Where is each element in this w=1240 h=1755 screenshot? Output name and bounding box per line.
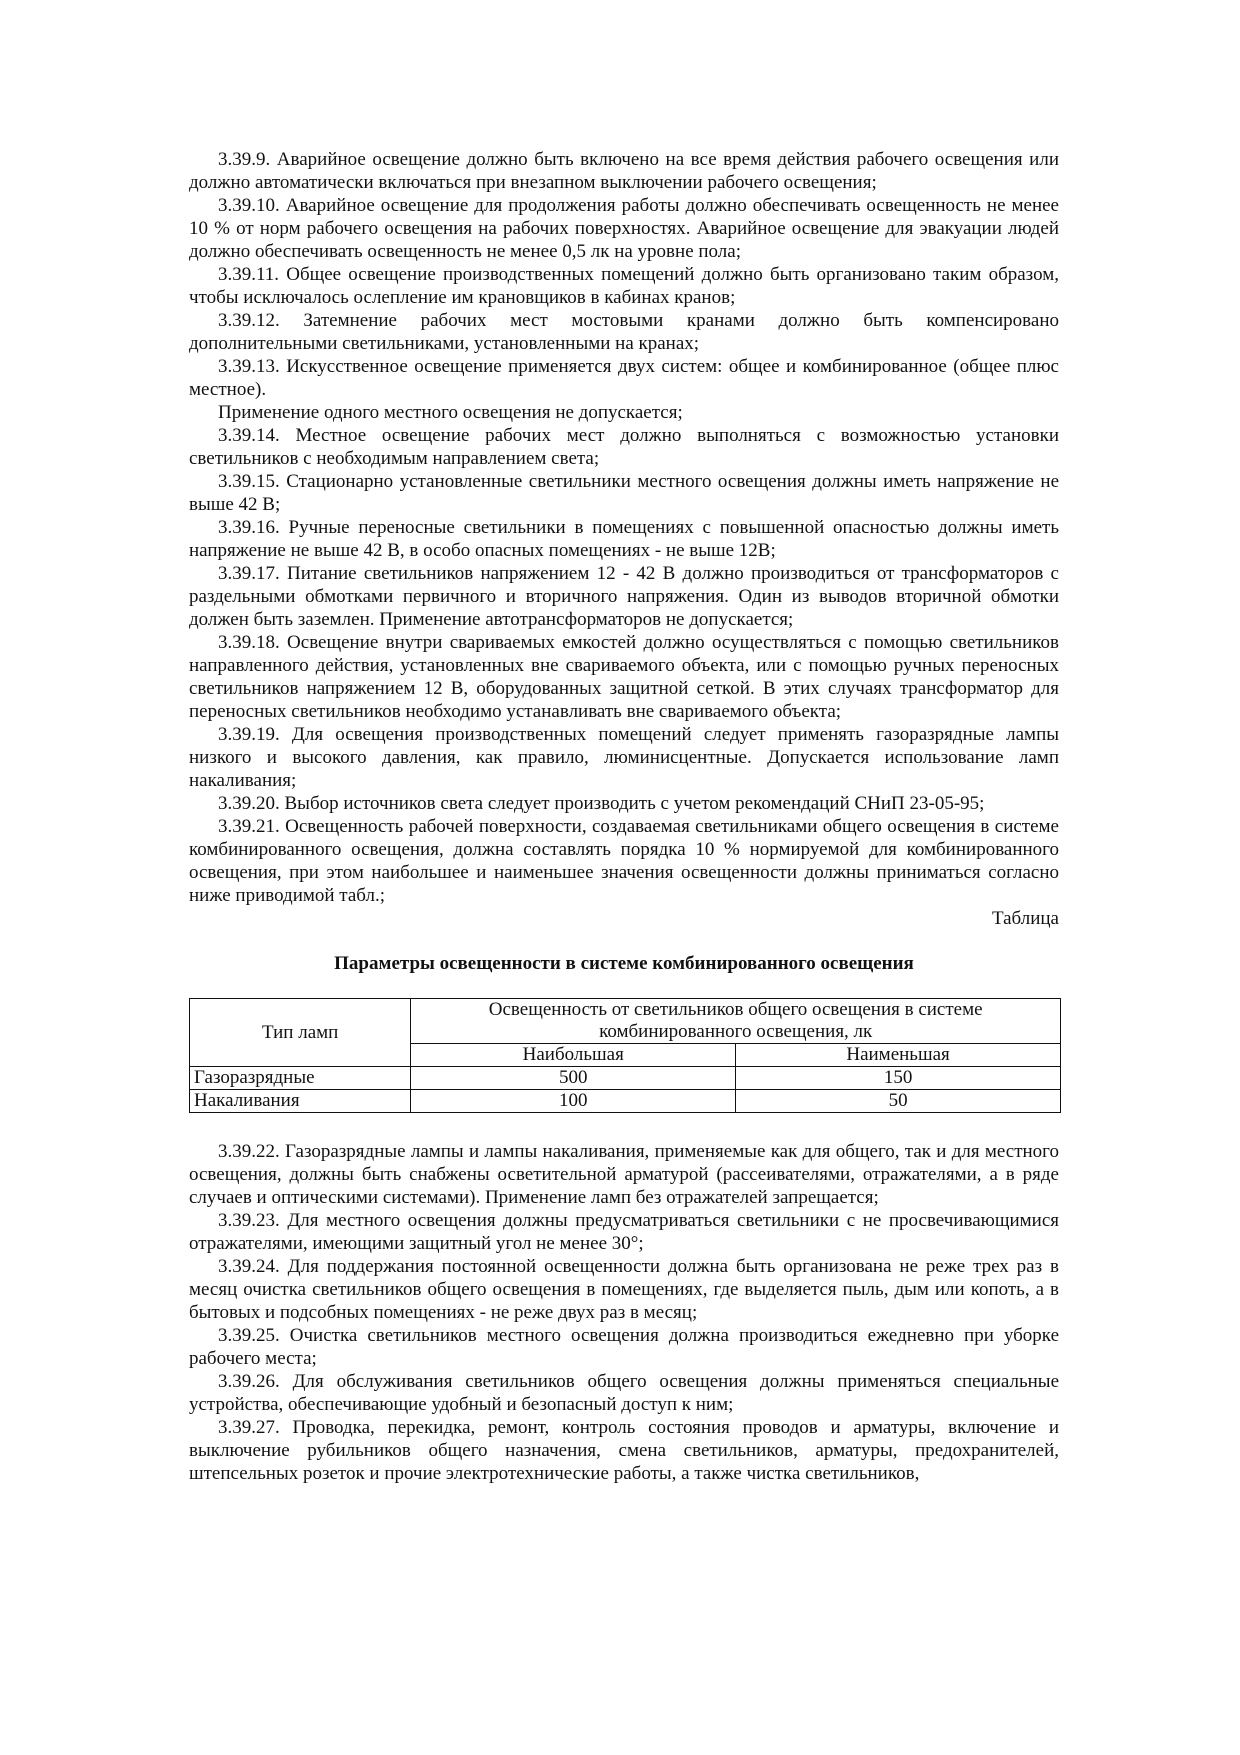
row-max-value: 500	[411, 1067, 736, 1090]
header-min: Наименьшая	[736, 1044, 1061, 1067]
header-illumination-group: Освещенность от светильников общего освещения в системе комбинированного освещения, лк	[411, 999, 1061, 1044]
table-header-row	[190, 999, 1061, 1044]
paragraph-3-39-17: 3.39.17. Питание светильников напряжением 12 - 42 В должно производиться от трансформаторов с раздельными обмотками первичного и вторичного напряжения. Один из выводов вторичной обмотки должен быть заземлен. Применение автотрансформаторов не допускается;	[189, 563, 1059, 630]
paragraph-3-39-22: 3.39.22. Газоразрядные лампы и лампы накаливания, применяемые как для общего, так и для местного освещения, должны быть снабжены осветительной арматурой (рассеивателями, отражателями, а в ряде случаев и оптическими системами). Применение ламп без отражателей запрещается;	[189, 1141, 1059, 1208]
row-min-value: 50	[736, 1090, 1061, 1113]
table-title: Параметры освещенности в системе комбинированного освещения	[334, 953, 914, 974]
illumination-parameters-table	[189, 998, 1061, 1113]
paragraph-3-39-18: 3.39.18. Освещение внутри свариваемых емкостей должно осуществляться с помощью светильников направленного действия, установленных вне свариваемого объекта, или с помощью ручных переносных светильников напряжением 12 В, оборудованных защитной сеткой. В этих случаях трансформатор для переносных светильников необходимо устанавливать вне свариваемого объекта;	[189, 632, 1059, 722]
table-row	[190, 1067, 1061, 1090]
paragraph-3-39-24: 3.39.24. Для поддержания постоянной освещенности должна быть организована не реже трех раз в месяц очистка светильников общего освещения в помещениях, где выделяется пыль, дым или копоть, а в бытовых и подсобных помещениях - не реже двух раз в месяц;	[189, 1256, 1059, 1323]
paragraph-3-39-19: 3.39.19. Для освещения производственных помещений следует применять газоразрядные лампы низкого и высокого давления, как правило, люминисцентные. Допускается использование ламп накаливания;	[189, 724, 1059, 791]
header-max: Наибольшая	[411, 1044, 736, 1067]
paragraph-3-39-14: 3.39.14. Местное освещение рабочих мест должно выполняться с возможностью установки светильников с необходимым направлением света;	[189, 425, 1059, 469]
header-lamp-type: Тип ламп	[190, 999, 411, 1067]
paragraph-3-39-16: 3.39.16. Ручные переносные светильники в помещениях с повышенной опасностью должны иметь напряжение не выше 42 В, в особо опасных помещениях - не выше 12В;	[189, 517, 1059, 561]
paragraph-3-39-21: 3.39.21. Освещенность рабочей поверхности, создаваемая светильниками общего освещения в системе комбинированного освещения, должна составлять порядка 10 % нормируемой для комбинированного освещения, при этом наибольшее и наименьшее значения освещенности должны приниматься согласно ниже приводимой табл.;	[189, 816, 1059, 906]
paragraph-3-39-12: 3.39.12. Затемнение рабочих мест мостовыми кранами должно быть компенсировано дополнительными светильниками, установленными на кранах;	[189, 310, 1059, 354]
paragraph-local-lighting-note: Применение одного местного освещения не допускается;	[218, 402, 683, 423]
paragraph-3-39-11: 3.39.11. Общее освещение производственных помещений должно быть организовано таким образом, чтобы исключалось ослепление им крановщиков в кабинах кранов;	[189, 264, 1059, 308]
row-min-value: 150	[736, 1067, 1061, 1090]
document-page	[189, 148, 1059, 1485]
paragraph-3-39-25: 3.39.25. Очистка светильников местного освещения должна производиться ежедневно при уборке рабочего места;	[189, 1325, 1059, 1369]
table-row	[190, 1090, 1061, 1113]
table-label: Таблица	[991, 908, 1059, 929]
row-max-value: 100	[411, 1090, 736, 1113]
paragraph-3-39-9: 3.39.9. Аварийное освещение должно быть включено на все время действия рабочего освещения или должно автоматически включаться при внезапном выключении рабочего освещения;	[189, 149, 1059, 193]
paragraph-3-39-10: 3.39.10. Аварийное освещение для продолжения работы должно обеспечивать освещенность не менее 10 % от норм рабочего освещения на рабочих поверхностях. Аварийное освещение для эвакуации людей должно обеспечивать освещенность не менее 0,5 лк на уровне пола;	[189, 195, 1059, 262]
paragraph-3-39-13: 3.39.13. Искусственное освещение применяется двух систем: общее и комбинированное (общее плюс местное).	[189, 356, 1059, 400]
paragraph-3-39-20: 3.39.20. Выбор источников света следует производить с учетом рекомендаций СНиП 23-05-95;	[218, 793, 985, 814]
row-lamp-type: Газоразрядные	[190, 1067, 411, 1090]
paragraph-3-39-26: 3.39.26. Для обслуживания светильников общего освещения должны применяться специальные устройства, обеспечивающие удобный и безопасный доступ к ним;	[189, 1371, 1059, 1415]
row-lamp-type: Накаливания	[190, 1090, 411, 1113]
paragraph-3-39-23: 3.39.23. Для местного освещения должны предусматриваться светильники с не просвечивающимися отражателями, имеющими защитный угол не менее 30°;	[189, 1210, 1059, 1254]
text-block-before	[189, 148, 1059, 907]
paragraph-3-39-27: 3.39.27. Проводка, перекидка, ремонт, контроль состояния проводов и арматуры, включение и выключение рубильников общего назначения, смена светильников, арматуры, предохранителей, штепсельных розеток и прочие электротехнические работы, а также чистка светильников,	[189, 1417, 1059, 1484]
paragraph-3-39-15: 3.39.15. Стационарно установленные светильники местного освещения должны иметь напряжение не выше 42 В;	[189, 471, 1059, 515]
text-block-after	[189, 1140, 1059, 1485]
